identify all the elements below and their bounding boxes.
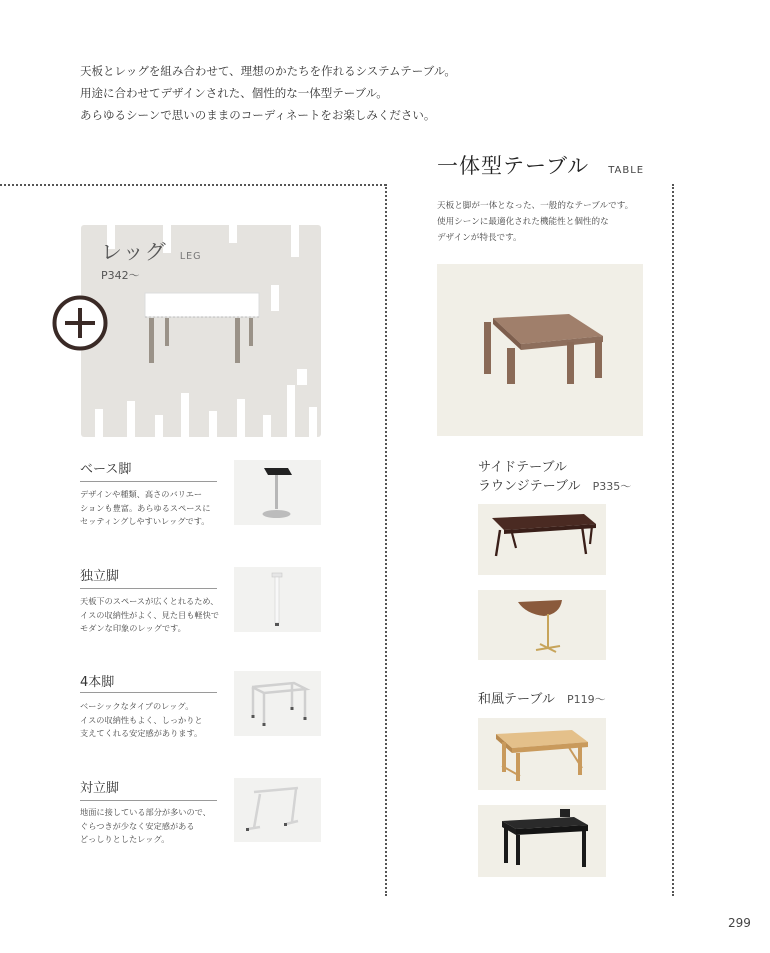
intro-line: 天板とレッグを組み合わせて、理想のかたちを作れるシステムテーブル。 [80, 64, 456, 78]
left-frame-right [385, 184, 387, 896]
lounge-table-image [478, 504, 606, 575]
intro-line: 用途に合わせてデザインされた、個性的な一体型テーブル。 [80, 86, 388, 100]
table-hero-image [437, 264, 643, 436]
table-desc [437, 198, 633, 246]
table-heading [437, 150, 644, 180]
desc-line: 天板下のスペースが広くとれるため、 [80, 596, 219, 606]
side-table-heading [478, 458, 631, 496]
leg-title: レッグ [101, 240, 167, 264]
side-table-title: サイドテーブル [478, 460, 567, 475]
desc-line: ぐらつきが少なく安定感がある [80, 820, 195, 831]
desc-line: モダンな印象のレッグです。 [80, 623, 186, 633]
desc-line: 支えてくれる安定感があります。 [80, 728, 203, 738]
leg-type-title: 4本脚 [80, 675, 115, 690]
intro-text [80, 60, 640, 126]
wafu-table-light-image [478, 718, 606, 790]
leg-type-title: 独立脚 [80, 569, 120, 584]
four-leg-image [234, 671, 321, 736]
divider [80, 692, 217, 693]
independent-leg-image [234, 567, 321, 632]
intro-line: あらゆるシーンで思いのままのコーディネートをお楽しみください。 [80, 108, 436, 122]
desc-line: ベーシックなタイプのレッグ。 [80, 701, 194, 711]
wafu-table-dark-image [478, 805, 606, 877]
side-table-image [478, 590, 606, 660]
leg-type-desc [80, 595, 219, 636]
desc-line: デザインや種類、高さのバリエー [80, 489, 203, 499]
leg-type-desc [80, 700, 203, 741]
desc-line: どっしりとしたレッグ。 [80, 834, 170, 844]
table-title-en: TABLE [608, 165, 645, 176]
divider [80, 800, 217, 801]
table-title: 一体型テーブル [437, 154, 590, 178]
lounge-table-title: ラウンジテーブル [478, 479, 581, 494]
desc-line: 地面に接している部分が多いので、 [80, 807, 211, 817]
desc-line: 天板と脚が一体となった、一般的なテーブルです。 [437, 201, 634, 211]
leg-panel [81, 225, 321, 437]
desc-line: イスの収納性がよく、見た目も軽快で [80, 609, 219, 620]
desc-line: ションも豊富。あらゆるスペースに [80, 502, 211, 513]
leg-type-title: 対立脚 [80, 781, 120, 796]
page-number: 299 [728, 916, 751, 930]
leg-title-en: LEG [179, 251, 202, 262]
side-table-page-ref: P335〜 [592, 480, 632, 493]
desc-line: デザインが特長です。 [437, 233, 522, 243]
divider [80, 588, 217, 589]
base-leg-image [234, 460, 321, 525]
leg-page-ref: P342〜 [101, 269, 140, 282]
right-frame-right [672, 184, 674, 896]
left-frame-top [0, 184, 386, 186]
divider [80, 481, 217, 482]
opposing-leg-image [234, 778, 321, 842]
leg-type-title: ベース脚 [80, 462, 132, 477]
desc-line: 使用シーンに最適化された機能性と個性的な [437, 217, 609, 227]
desc-line: イスの収納性もよく、しっかりと [80, 714, 203, 725]
wafu-table-page-ref: P119〜 [566, 693, 606, 706]
desc-line: セッティングしやすいレッグです。 [80, 516, 210, 526]
wafu-table-title: 和風テーブル [478, 692, 555, 707]
wafu-table-heading [478, 690, 606, 709]
leg-type-desc [80, 488, 210, 529]
plus-circle-icon [52, 295, 108, 351]
leg-type-desc [80, 806, 211, 847]
